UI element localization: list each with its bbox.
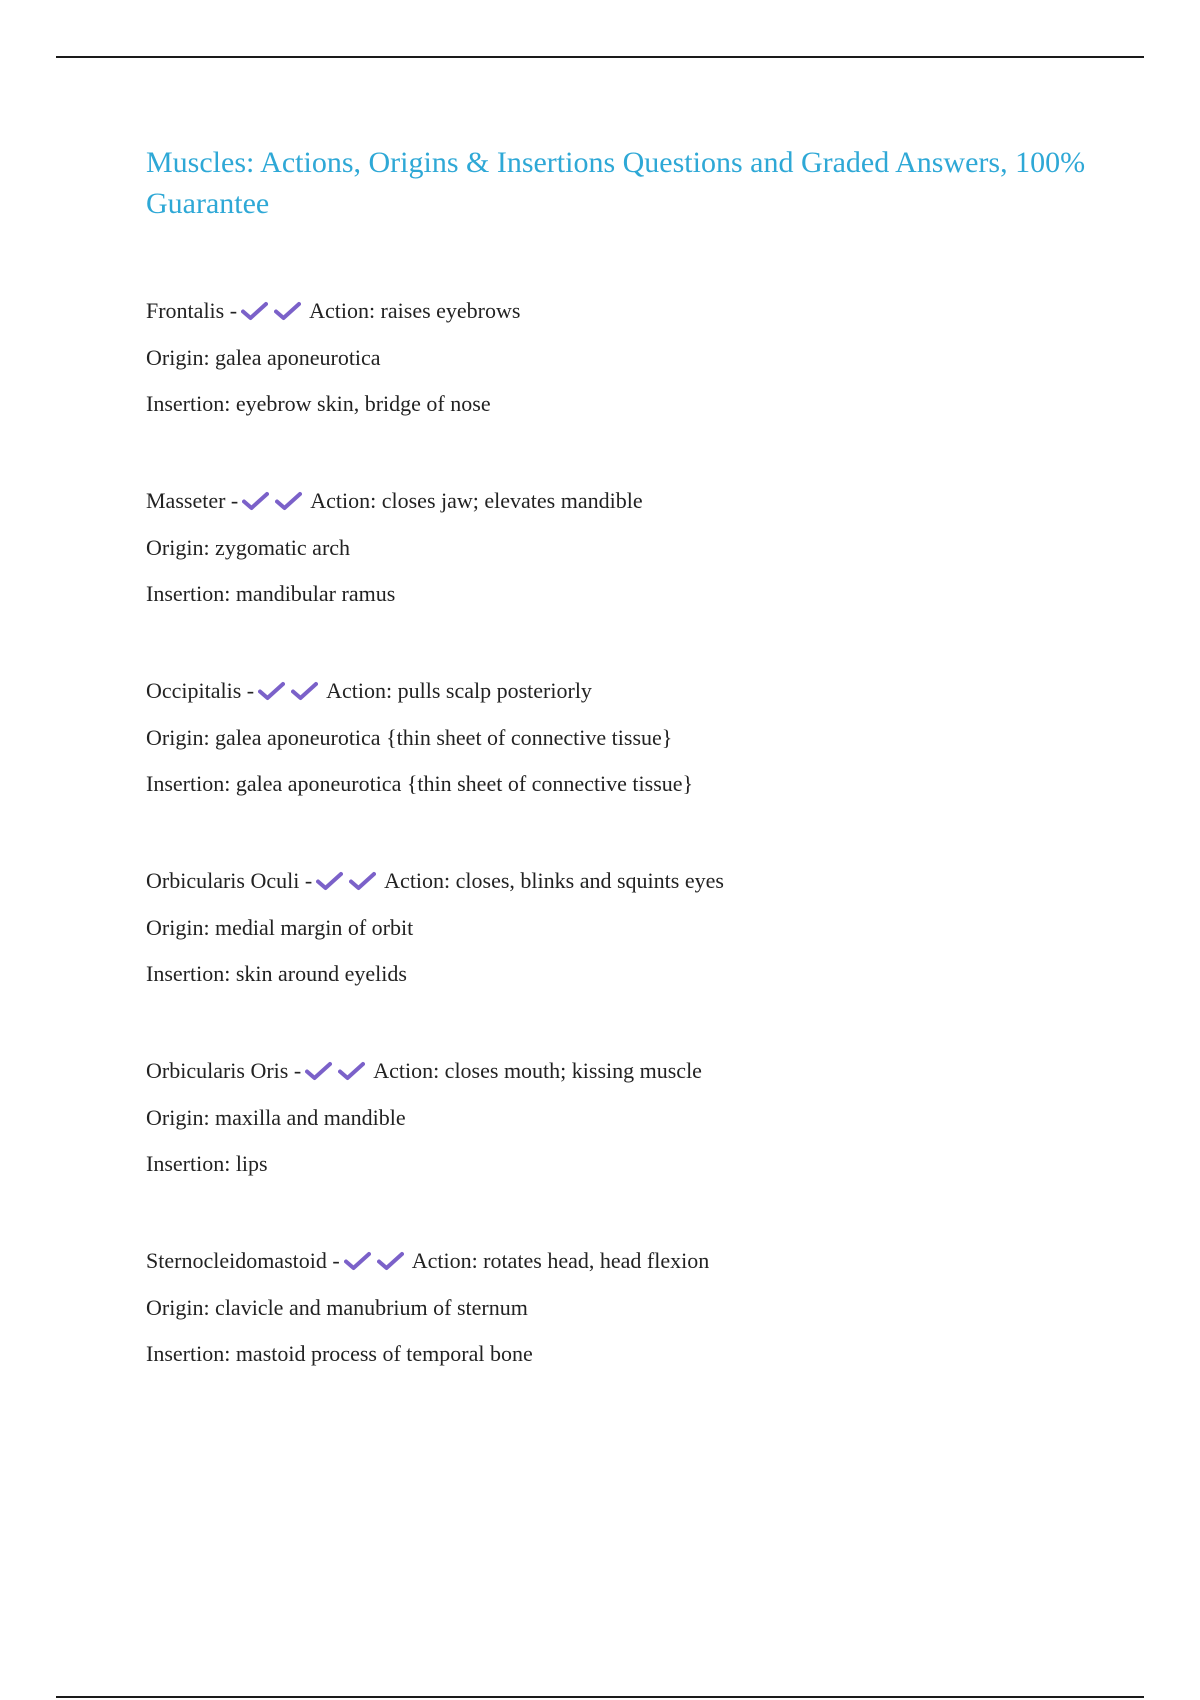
term-name: Sternocleidomastoid -: [146, 1248, 340, 1273]
term-line: [146, 868, 1106, 915]
checkmarks: [316, 871, 382, 897]
origin-text: Origin: zygomatic arch: [146, 534, 351, 560]
origin-text: Origin: clavicle and manubrium of sternum: [146, 1294, 528, 1320]
insertion-text: Insertion: eyebrow skin, bridge of nose: [146, 391, 491, 416]
term-line: [146, 678, 1106, 725]
insertion-text: Insertion: galea aponeurotica {thin sheet of connective tissue}: [146, 771, 694, 796]
action-text: Action: closes mouth; kissing muscle: [373, 1058, 702, 1083]
term-line: [146, 298, 1106, 345]
insertion-text: Insertion: lips: [146, 1151, 268, 1176]
checkmark-icon: [242, 491, 269, 511]
term-name: Occipitalis -: [146, 678, 255, 703]
origin-text: Origin: galea aponeurotica {thin sheet of connective tissue}: [146, 724, 673, 750]
entry-frontalis: [146, 298, 1106, 488]
entry-sternocleidomastoid: [146, 1248, 1106, 1438]
term-line: [146, 488, 1106, 535]
entry-masseter: [146, 488, 1106, 678]
action-text: Action: pulls scalp posteriorly: [326, 678, 592, 703]
origin-text: Origin: medial margin of orbit: [146, 914, 414, 940]
insertion-text: Insertion: skin around eyelids: [146, 961, 407, 986]
entry-orbicularis-oculi: [146, 868, 1106, 1058]
bottom-rule: [56, 1696, 1144, 1698]
action-text: Action: raises eyebrows: [309, 298, 521, 323]
entries-list: [146, 298, 1106, 1438]
document-title: Muscles: Actions, Origins & Insertions Questions and Graded Answers, 100% Guarantee: [146, 146, 1086, 220]
checkmarks: [242, 491, 308, 517]
checkmark-icon: [305, 1061, 332, 1081]
entry-orbicularis-oris: [146, 1058, 1106, 1248]
checkmark-icon: [274, 301, 301, 321]
insertion-text: Insertion: mandibular ramus: [146, 581, 396, 606]
checkmark-icon: [344, 1251, 371, 1271]
insertion-text: Insertion: mastoid process of temporal bone: [146, 1341, 533, 1366]
checkmark-icon: [275, 491, 302, 511]
term-name: Orbicularis Oculi -: [146, 868, 313, 893]
checkmarks: [305, 1061, 371, 1087]
term-name: Frontalis -: [146, 298, 238, 323]
checkmark-icon: [377, 1251, 404, 1271]
checkmarks: [344, 1251, 410, 1277]
term-line: [146, 1058, 1106, 1105]
action-text: Action: closes, blinks and squints eyes: [384, 868, 724, 893]
checkmark-icon: [291, 681, 318, 701]
checkmarks: [241, 301, 307, 327]
checkmark-icon: [241, 301, 268, 321]
top-rule: [56, 56, 1144, 58]
term-line: [146, 1248, 1106, 1295]
term-name: Orbicularis Oris -: [146, 1058, 302, 1083]
checkmark-icon: [258, 681, 285, 701]
term-name: Masseter -: [146, 488, 239, 513]
action-text: Action: rotates head, head flexion: [411, 1248, 710, 1273]
checkmark-icon: [338, 1061, 365, 1081]
checkmark-icon: [349, 871, 376, 891]
checkmarks: [258, 681, 324, 707]
checkmark-icon: [316, 871, 343, 891]
origin-text: Origin: maxilla and mandible: [146, 1104, 406, 1130]
entry-occipitalis: [146, 678, 1106, 868]
action-text: Action: closes jaw; elevates mandible: [310, 488, 643, 513]
origin-text: Origin: galea aponeurotica: [146, 344, 381, 370]
